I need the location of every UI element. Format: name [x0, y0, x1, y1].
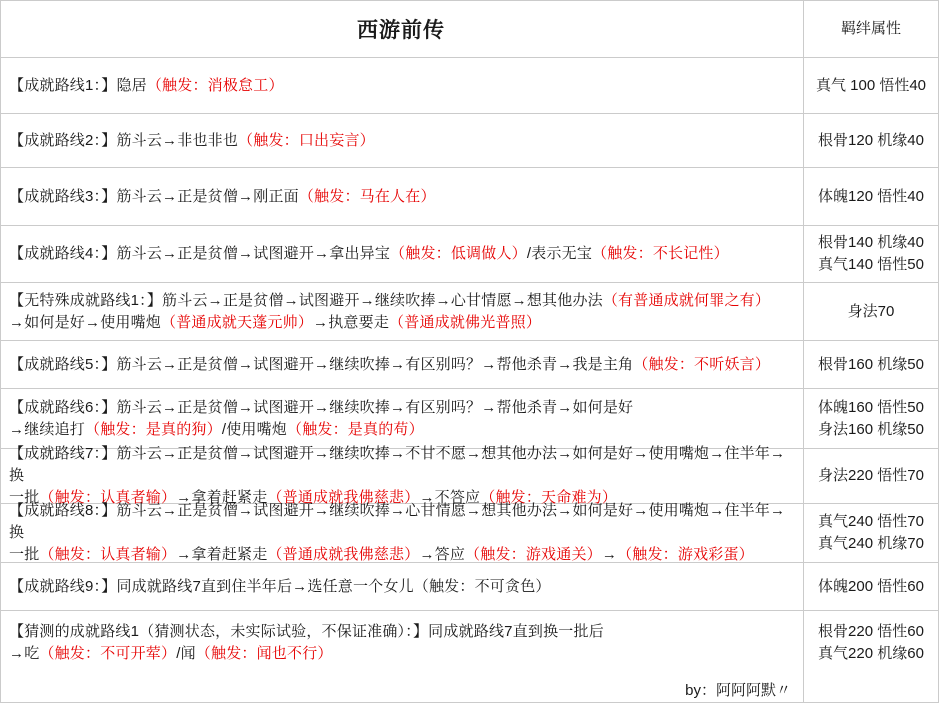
trigger-text: （触发：认真者输） — [39, 546, 177, 563]
table-row — [1, 341, 938, 389]
route-step-text: → — [601, 546, 618, 563]
route-text-block — [9, 186, 793, 208]
attr-cell — [804, 611, 938, 674]
route-step-text: 【成就路线9：】同成就路线7直到住半年后→选任意一个女儿（触发：不可贪色） — [9, 577, 551, 595]
table-row — [1, 389, 938, 449]
route-step-text: →不答应 — [419, 489, 481, 506]
route-text-block — [9, 130, 793, 152]
trigger-text: （触发：认真者输） — [39, 489, 177, 506]
trigger-text: （普通成就我佛慈悲） — [267, 489, 420, 506]
route-cell — [1, 168, 804, 225]
route-step-text: →吃 — [9, 644, 40, 662]
attr-cell — [804, 563, 938, 610]
route-step-text: 【成就路线3：】筋斗云→正是贫僧→刚正面 — [9, 187, 299, 205]
route-text-block — [9, 621, 793, 665]
attr-line: 身法160 机缘50 — [818, 420, 924, 438]
route-text-block — [9, 576, 793, 598]
trigger-text: （触发：不长记性） — [592, 245, 729, 262]
table-row — [1, 445, 938, 506]
attr-cell — [804, 389, 938, 448]
trigger-text: （触发：是真的狗） — [85, 420, 222, 438]
route-step-text: 【成就路线5：】筋斗云→正是贫僧→试图避开→继续吹捧→有区别吗？→帮他杀青→我是主角 — [9, 355, 634, 373]
table-row — [1, 563, 938, 611]
route-text-block — [9, 290, 793, 334]
attr-line: 根骨160 机缘50 — [818, 355, 924, 373]
route-step-text: 【猜测的成就路线1（猜测状态，未实际试验，不保证准确）：】同成就路线7直到换一批后 — [9, 622, 604, 640]
trigger-text: （普通成就我佛慈悲） — [267, 546, 420, 563]
table-row — [1, 504, 938, 563]
attr-cell — [804, 58, 938, 113]
trigger-text: （触发：不听妖言） — [633, 355, 771, 373]
route-cell — [1, 58, 804, 113]
attr-line: 根骨140 机缘40 — [818, 234, 924, 251]
attr-cell — [804, 114, 938, 167]
attr-cell — [804, 449, 938, 503]
table-row — [1, 58, 938, 114]
route-text-block — [9, 75, 793, 97]
trigger-text: （触发：游戏通关） — [465, 546, 602, 563]
attr-header-cell — [804, 1, 938, 57]
route-step-text: →拿着赶紧走 — [176, 546, 268, 563]
trigger-text: （触发：口出妄言） — [238, 131, 375, 149]
route-step-text: 【成就路线4：】筋斗云→正是贫僧→试图避开→拿出异宝 — [9, 245, 391, 262]
route-cell — [1, 504, 804, 562]
attr-column-header: 羁绊属性 — [840, 20, 901, 37]
route-step-text: 【无特殊成就路线1：】筋斗云→正是贫僧→试图避开→继续吹捧→心甘情愿→想其他办法 — [9, 291, 603, 309]
trigger-text: （有普通成就何罪之有） — [602, 291, 771, 309]
attr-cell — [804, 168, 938, 225]
route-step-text: /表示无宝 — [526, 245, 593, 262]
route-step-text: 【成就路线6：】筋斗云→正是贫僧→试图避开→继续吹捧→有区别吗？→帮他杀青→如何是好 — [9, 398, 634, 416]
route-cell — [1, 563, 804, 610]
attr-cell — [804, 283, 938, 340]
page-title: 西游前传 — [357, 19, 445, 42]
table-body — [1, 58, 938, 674]
route-step-text: 【成就路线2：】筋斗云→非也非也 — [9, 131, 239, 149]
route-cell — [1, 611, 804, 674]
route-text-block — [9, 397, 793, 441]
trigger-text: （触发：天命难为） — [480, 489, 618, 506]
route-step-text: →继续追打 — [9, 420, 86, 438]
route-step-text: →答应 — [419, 546, 466, 563]
route-step-text: 【成就路线1：】隐居 — [9, 76, 147, 94]
route-step-text: →执意要走 — [313, 313, 390, 331]
route-step-text: /闻 — [176, 644, 196, 662]
trigger-text: （触发：是真的苟） — [287, 420, 424, 438]
attr-line: 体魄200 悟性60 — [818, 577, 924, 595]
route-text-block — [9, 500, 793, 566]
route-step-text: 一批 — [9, 489, 40, 506]
trigger-text: （触发：不可开荤） — [39, 644, 177, 662]
attr-line: 真气220 机缘60 — [818, 644, 924, 662]
route-text-block — [9, 243, 793, 265]
route-cell — [1, 341, 804, 388]
attr-line: 身法220 悟性70 — [818, 467, 924, 484]
table-row — [1, 226, 938, 283]
table-header-row — [1, 1, 938, 58]
route-text-block — [9, 354, 793, 376]
trigger-text: （触发：闻也不行） — [195, 644, 333, 662]
attr-line: 真气140 悟性50 — [818, 256, 924, 273]
route-step-text: →拿着赶紧走 — [176, 489, 268, 506]
title-cell — [1, 1, 804, 57]
route-cell — [1, 389, 804, 448]
table-row — [1, 114, 938, 168]
attr-line: 身法70 — [847, 302, 895, 320]
attr-cell — [804, 341, 938, 388]
route-cell — [1, 445, 804, 506]
table-row — [1, 611, 938, 674]
route-step-text: 【成就路线7：】筋斗云→正是贫僧→试图避开→继续吹捧→不甘不愿→想其他办法→如何是好→使用嘴炮→住半年→换 — [9, 445, 786, 484]
trigger-text: （触发：低调做人） — [390, 245, 527, 262]
attr-line: 真气 100 悟性40 — [815, 76, 927, 94]
trigger-text: （普通成就佛光普照） — [389, 313, 542, 331]
trigger-text: （触发：消极怠工） — [146, 76, 284, 94]
route-step-text: /使用嘴炮 — [221, 420, 287, 438]
attr-line: 体魄120 悟性40 — [818, 187, 924, 205]
table-row — [1, 168, 938, 226]
attr-cell — [804, 504, 938, 562]
attr-line: 根骨120 机缘40 — [818, 131, 924, 149]
attr-line: 真气240 悟性70 — [818, 513, 924, 530]
route-step-text: →如何是好→使用嘴炮 — [9, 313, 162, 331]
attr-cell — [804, 226, 938, 282]
credit-cell — [1, 674, 804, 703]
table-footer-row — [1, 674, 938, 703]
attr-line: 真气240 机缘70 — [818, 535, 924, 552]
route-step-text: 一批 — [9, 546, 40, 563]
attr-line: 体魄160 悟性50 — [818, 398, 924, 416]
table-row — [1, 283, 938, 341]
trigger-text: （触发：游戏彩蛋） — [617, 546, 754, 563]
trigger-text: （普通成就天蓬元帅） — [161, 313, 314, 331]
trigger-text: （触发：马在人在） — [298, 187, 436, 205]
route-cell — [1, 114, 804, 167]
footer-attr-cell — [804, 674, 938, 703]
author-credit: by：阿阿阿默〃 — [685, 681, 791, 699]
route-step-text: 【成就路线8：】筋斗云→正是贫僧→试图避开→继续吹捧→心甘情愿→想其他办法→如何是好→使用嘴炮→住半年→换 — [9, 502, 786, 541]
route-cell — [1, 283, 804, 340]
attr-line: 根骨220 悟性60 — [818, 622, 924, 640]
route-cell — [1, 226, 804, 282]
